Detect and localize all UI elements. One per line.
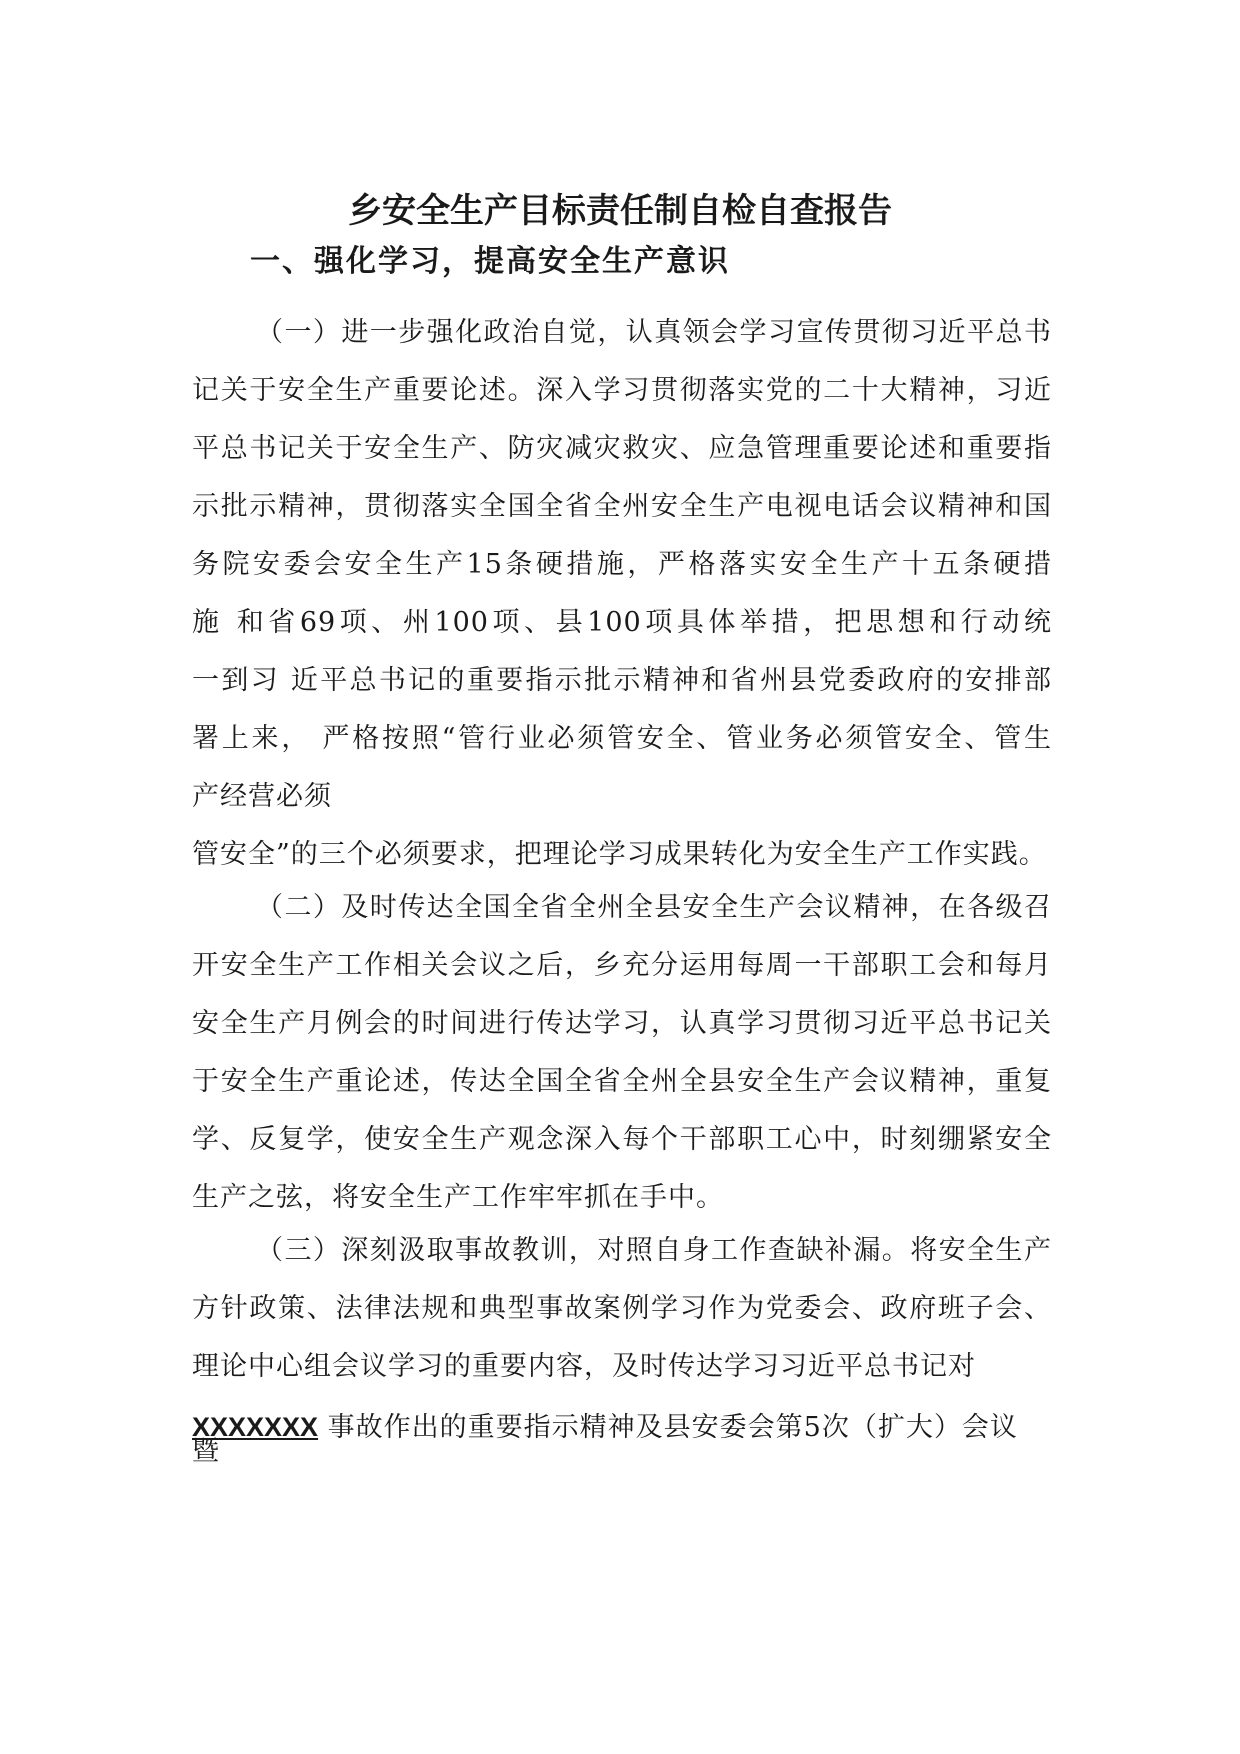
- paragraph-line: 示批示精神，贯彻落实全国全省全州安全生产电视电话会议精神和国: [192, 491, 1052, 522]
- paragraph-line: （三）深刻汲取事故教训，对照自身工作查缺补漏。将安全生产: [256, 1235, 1052, 1266]
- paragraph-line: 方针政策、法律法规和典型事故案例学习作为党委会、政府班子会、: [192, 1293, 1052, 1324]
- paragraph-line: 于安全生产重论述，传达全国全省全州全县安全生产会议精神，重复: [192, 1066, 1052, 1097]
- paragraph-line: 管安全”的三个必须要求，把理论学习成果转化为安全生产工作实践。: [192, 839, 1047, 870]
- paragraph-line: 学、反复学，使安全生产观念深入每个干部职工心中，时刻绷紧安全: [192, 1124, 1052, 1155]
- paragraph-line: 安全生产月例会的时间进行传达学习，认真学习贯彻习近平总书记关: [192, 1008, 1052, 1039]
- paragraph-2: [192, 879, 1052, 1227]
- paragraph-line: [192, 1398, 1052, 1456]
- paragraph-4: [192, 1398, 1052, 1466]
- paragraph-line: 记关于安全生产重要论述。深入学习贯彻落实党的二十大精神，习近: [192, 375, 1052, 406]
- paragraph-line: 开安全生产工作相关会议之后，乡充分运用每周一干部职工会和每月: [192, 950, 1052, 981]
- paragraph-line: 施 和省69项、州100项、县100项具体举措，把思想和行动统: [192, 607, 1052, 638]
- redacted-code: XXXXXXX: [192, 1412, 319, 1442]
- paragraph-line: （二）及时传达全国全省全州全县安全生产会议精神，在各级召: [256, 892, 1052, 923]
- paragraph-line: 平总书记关于安全生产、防灾减灾救灾、应急管理重要论述和重要指: [192, 433, 1052, 464]
- section-heading: 一、强化学习，提高安全生产意识: [250, 244, 730, 279]
- paragraph-line: 务院安委会安全生产15条硬措施，严格落实安全生产十五条硬措: [192, 549, 1052, 580]
- paragraph-line: 署上来， 严格按照“管行业必须管安全、管业务必须管安全、管生: [192, 723, 1052, 754]
- paragraph-1: [192, 304, 1052, 884]
- paragraph-3: [192, 1222, 1052, 1396]
- paragraph-tail: 暨: [192, 1436, 219, 1467]
- document-title: 乡安全生产目标责任制自检自查报告: [348, 191, 892, 231]
- paragraph-line: 一到习 近平总书记的重要指示批示精神和省州县党委政府的安排部: [192, 665, 1052, 696]
- paragraph-line: 生产之弦，将安全生产工作牢牢抓在手中。: [192, 1182, 724, 1213]
- paragraph-line: 产经营必须: [192, 781, 332, 812]
- paragraph-line: 理论中心组会议学习的重要内容，及时传达学习习近平总书记对: [192, 1351, 976, 1382]
- paragraph-line: （一）进一步强化政治自觉，认真领会学习宣传贯彻习近平总书: [256, 317, 1052, 348]
- paragraph-text: 事故作出的重要指示精神及县安委会第5次（扩大）会议: [318, 1412, 1018, 1443]
